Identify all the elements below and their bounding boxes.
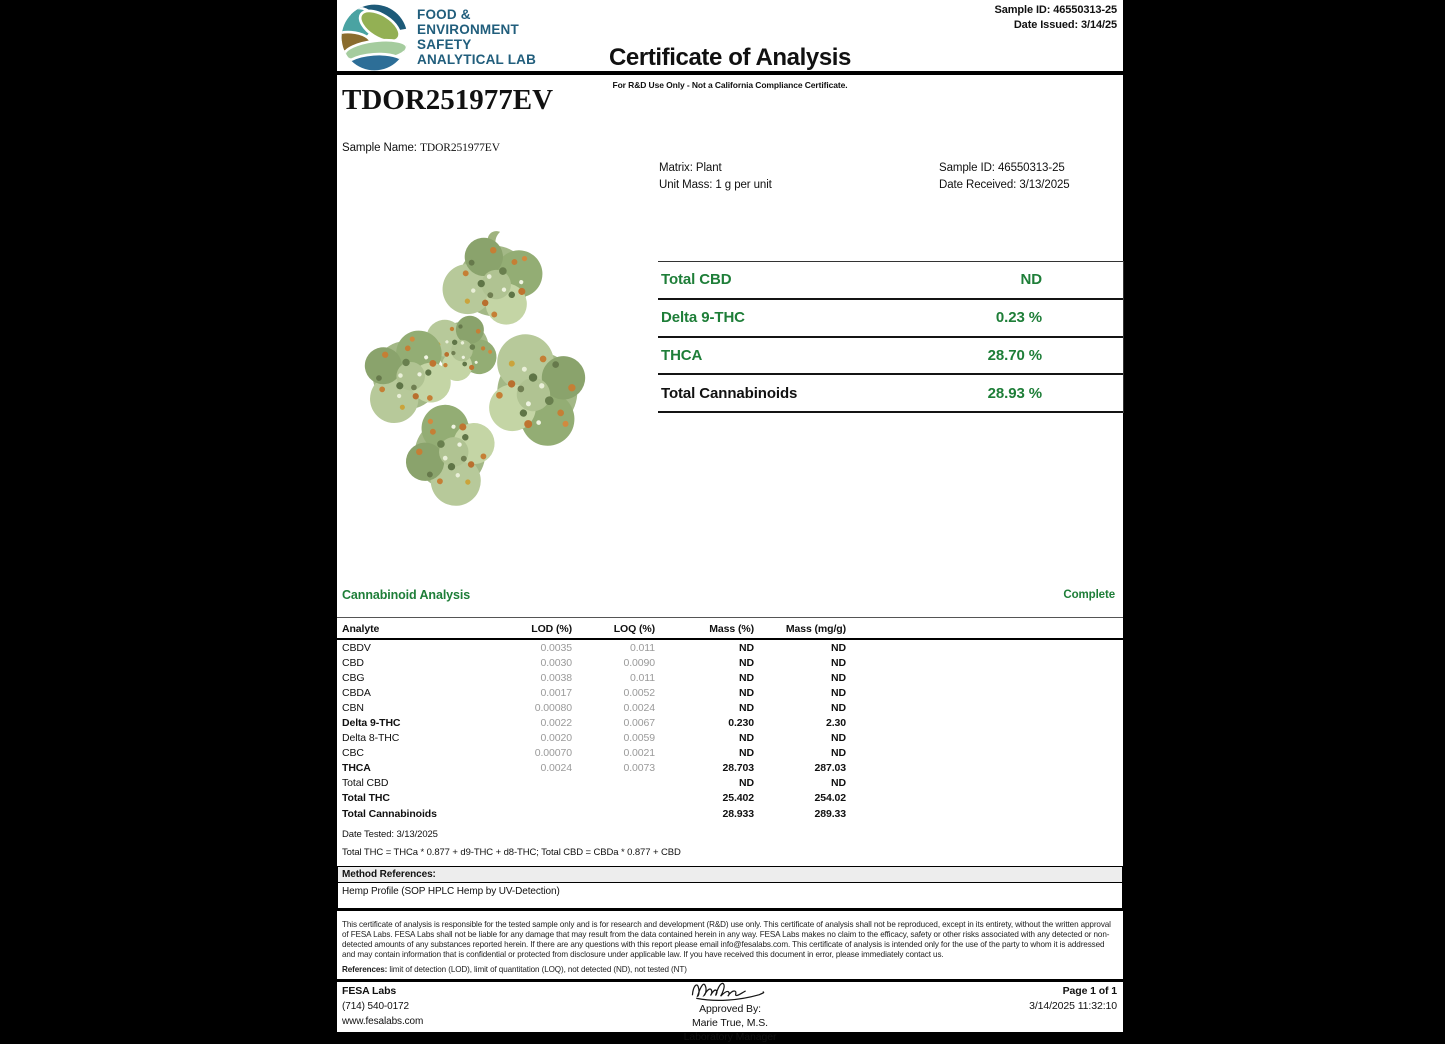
matrix-block [659,160,772,193]
cell-loq: 0.011 [630,641,655,654]
footer-approval [337,976,1123,1044]
cell-analyte: Delta 8-THC [342,732,400,745]
col-header-analyte: Analyte [342,623,380,635]
cell-mass-mg: ND [831,732,846,745]
print-datetime: 3/14/2025 11:32:10 [1029,1000,1117,1012]
sample-photo [345,208,605,556]
cell-mass-mg: ND [831,777,846,790]
table-row [337,640,1123,655]
method-references-header: Method References: [338,867,1122,883]
document-subtitle: For R&D Use Only - Not a California Compliance Certificate. [612,80,848,90]
sample-id-line: Sample ID: 46550313-25 [939,162,1065,174]
cell-analyte: Total CBD [342,777,389,790]
cell-mass-mg: ND [831,747,846,760]
cell-loq: 0.011 [630,671,655,684]
footer-phone: (714) 540-0172 [342,1001,409,1012]
cell-analyte: THCA [342,762,371,775]
cell-loq: 0.0024 [623,701,655,714]
date-tested-line: Date Tested: 3/13/2025 [342,829,438,841]
logo-line: ANALYTICAL LAB [417,52,537,67]
references-line [342,965,1118,974]
cell-analyte: CBD [342,656,364,669]
cell-mass-mg: 287.03 [814,762,846,775]
approver-title: Laboratory Manager [683,1031,777,1043]
cell-lod: 0.0022 [540,717,572,730]
approver-name: Marie True, M.S. [691,1017,768,1029]
logo-line: SAFETY [417,37,472,52]
cell-mass-pct: ND [739,747,754,760]
table-row [337,700,1123,715]
table-row [337,746,1123,761]
summary-row [658,338,1123,376]
summary-row [658,262,1123,300]
col-header-mass-mg: Mass (mg/g) [785,623,846,635]
cell-mass-pct: ND [739,777,754,790]
col-header-mass-pct: Mass (%) [709,623,754,635]
table-row [337,670,1123,685]
section-status-badge: Complete [1063,589,1115,601]
cell-mass-mg: 289.33 [814,807,846,820]
cell-loq: 0.0067 [623,717,655,730]
approved-by-label: Approved By: [699,1003,761,1015]
matrix-line: Matrix: Plant [659,162,722,174]
table-row [337,655,1123,670]
sample-heading: TDOR251977EV [342,84,554,116]
col-header-loq: LOQ (%) [613,623,655,635]
logo-line: FOOD & [417,7,471,22]
footer-page-meta [1029,984,1117,1014]
sample-id-block [939,160,1070,193]
cell-mass-pct: ND [739,641,754,654]
table-row [337,731,1123,746]
cell-analyte: Total THC [342,792,390,805]
table-row [337,776,1123,791]
cell-lod: 0.00070 [534,747,572,760]
cell-mass-pct: 28.933 [722,807,754,820]
cell-analyte: Total Cannabinoids [342,807,437,820]
cell-mass-mg: ND [831,701,846,714]
cell-mass-mg: ND [831,641,846,654]
cell-lod: 0.00080 [534,701,572,714]
cell-lod: 0.0038 [540,671,572,684]
cell-loq: 0.0021 [623,747,655,760]
cell-mass-mg: 2.30 [825,717,846,730]
summary-value: 0.23 % [995,309,1042,327]
table-row [337,806,1123,821]
cell-mass-pct: ND [739,701,754,714]
sample-name-value: TDOR251977EV [419,142,500,154]
analyte-table-header [337,617,1123,640]
sample-name-line [342,142,500,154]
cell-mass-pct: ND [739,656,754,669]
section-title-cannabinoid-analysis: Cannabinoid Analysis [342,588,471,602]
summary-label: Delta 9-THC [661,309,745,327]
references-text: limit of detection (LOD), limit of quantitation (LOQ), not detected (ND), not tested (NT) [387,964,687,974]
page-number: Page 1 of 1 [1062,985,1117,997]
cell-analyte: CBC [342,747,364,760]
header-divider [337,71,1123,75]
summary-label: Total Cannabinoids [661,384,798,402]
disclaimer-paragraph: This certificate of analysis is responsible for the tested sample only and is for research and development (R&D) use only. This certificate of analysis shall not be reproduced, except in its entirety, without the written approval of FESA Labs. FESA Labs shall not be liable for any damage that may result from the data contained herein in any way. FESA Labs makes no claim to the efficacy, safety or other risks associated with any detected or non-detected amounts of any substances reported herein. If there are any questions with this report please email info@fesalabs.com. This certificate of analysis is intended only for the use of the party to whom it is addressed and may contain information that is confidential or protected from disclosure under applicable law. If you have received this document in error, please immediately contact us. [342,920,1111,959]
logo-line: ENVIRONMENT [417,22,519,37]
method-references-content: Hemp Profile (SOP HPLC Hemp by UV-Detection) [342,886,560,898]
potency-summary-table [658,261,1124,413]
cell-loq: 0.0059 [623,732,655,745]
cell-mass-mg: ND [831,656,846,669]
cell-lod: 0.0020 [540,732,572,745]
table-row [337,791,1123,806]
cell-analyte: CBDV [342,641,371,654]
cell-mass-pct: ND [739,686,754,699]
date-received-line: Date Received: 3/13/2025 [939,178,1070,191]
cell-loq: 0.0052 [623,686,655,699]
cell-loq: 0.0073 [623,762,655,775]
summary-value: 28.93 % [987,384,1042,402]
cell-mass-pct: 0.230 [728,717,754,730]
cell-analyte: CBDA [342,686,371,699]
cell-mass-mg: 254.02 [814,792,846,805]
cell-mass-mg: ND [831,686,846,699]
header-sample-meta [994,3,1117,33]
cell-lod: 0.0024 [540,762,572,775]
cell-analyte: CBG [342,671,365,684]
summary-value: ND [1020,271,1042,289]
method-references-box [337,866,1123,911]
document-title: Certificate of Analysis [609,44,851,71]
col-header-lod: LOD (%) [531,623,572,635]
total-thc-formula: Total THC = THCa * 0.877 + d9-THC + d8-THC; Total CBD = CBDa * 0.877 + CBD [342,847,681,859]
signature-scribble [680,976,780,1002]
cell-analyte: Delta 9-THC [342,717,401,730]
cell-analyte: CBN [342,701,364,714]
cell-mass-pct: 25.402 [722,792,754,805]
cell-lod: 0.0035 [540,641,572,654]
cell-mass-mg: ND [831,671,846,684]
footer-lab-name: FESA Labs [342,985,397,997]
table-row [337,685,1123,700]
cell-lod: 0.0030 [540,656,572,669]
cell-mass-pct: 28.703 [722,762,754,775]
summary-row [658,300,1123,338]
table-row [337,715,1123,730]
sample-name-label: Sample Name: [342,142,417,154]
cell-mass-pct: ND [739,671,754,684]
cell-loq: 0.0090 [623,656,655,669]
header-sample-id: Sample ID: 46550313-25 [994,4,1117,16]
references-label: References: [342,964,388,974]
summary-label: Total CBD [661,271,732,289]
summary-row [658,375,1123,413]
summary-value: 28.70 % [987,346,1042,364]
cell-mass-pct: ND [739,732,754,745]
table-row [337,761,1123,776]
footer-website: www.fesalabs.com [342,1016,424,1027]
certificate-page [337,0,1123,1043]
analyte-table [337,617,1123,982]
cell-lod: 0.0017 [540,686,572,699]
header-date-issued: Date Issued: 3/14/25 [1013,19,1117,31]
unit-mass-line: Unit Mass: 1 g per unit [659,178,772,191]
summary-label: THCA [661,346,703,364]
